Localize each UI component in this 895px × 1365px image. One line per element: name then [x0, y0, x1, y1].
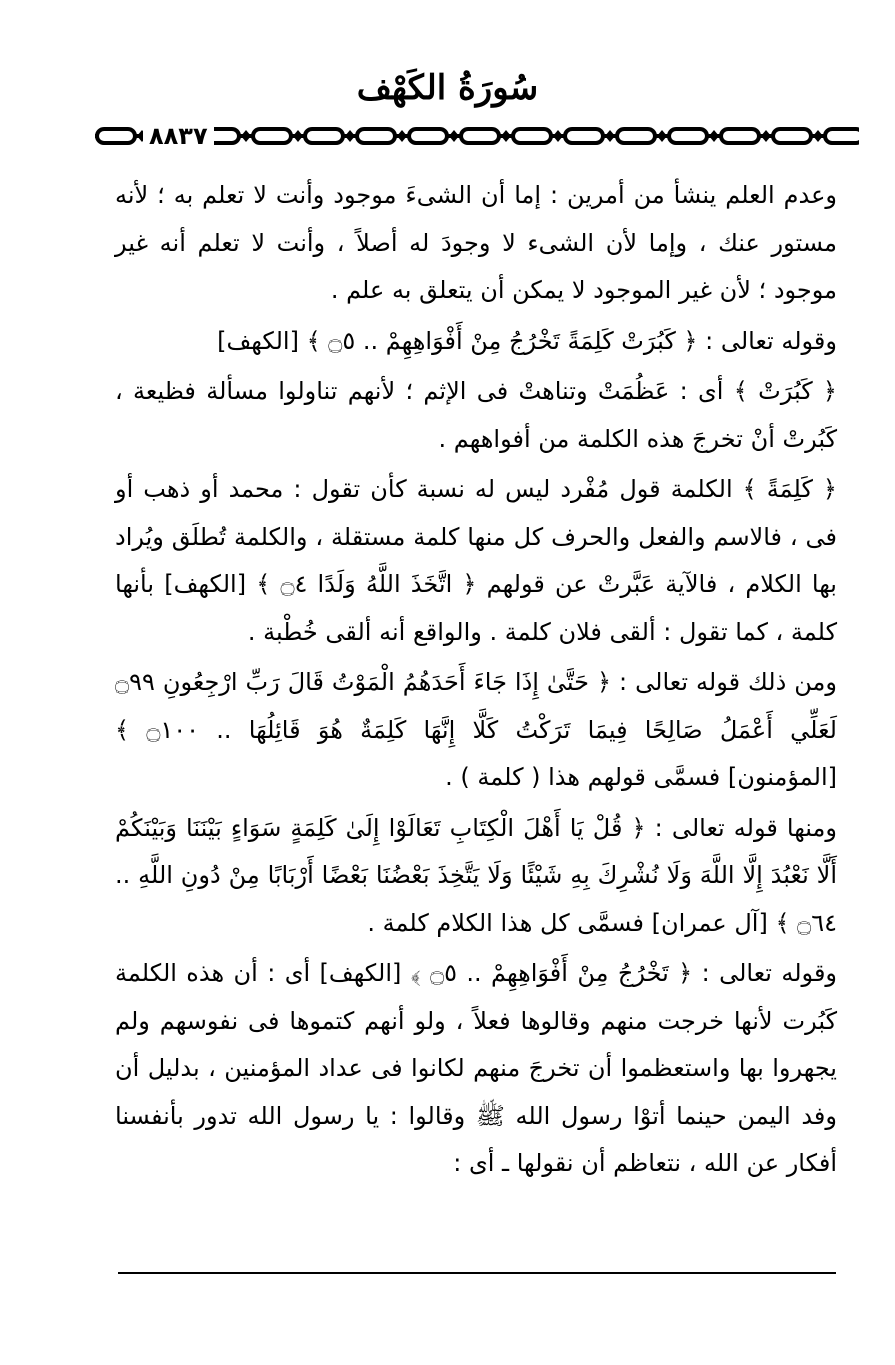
chain-link — [565, 129, 603, 143]
chain-link — [97, 129, 135, 143]
chain-link — [461, 129, 499, 143]
chain-diamond — [605, 130, 615, 142]
paragraph-5: ومن ذلك قوله تعالى : ﴿ حَتَّىٰ إِذَا جَاءَ أَحَدَهُمُ الْمَوْتُ قَالَ رَبِّ ارْجِعُونِ ۝٩٩ لَعَلِّي أَعْمَلُ صَالِحًا فِيمَا تَرَكْتُ كَلَّا إِنَّهَا كَلِمَةٌ هُوَ قَائِلُهَا .. ۝١٠٠ ﴾ [المؤمنون] فسمَّى قولهم هذا ( كلمة ) . — [115, 668, 837, 791]
footer-rule — [118, 1272, 836, 1274]
chain-diamond — [813, 130, 823, 142]
chain-link — [617, 129, 655, 143]
chain-link — [357, 129, 395, 143]
chain-diamond — [553, 130, 563, 142]
page-number: ٨٨٣٧ — [143, 122, 214, 150]
chain-diamond — [709, 130, 719, 142]
body-text — [115, 172, 837, 1188]
chain-link — [305, 129, 343, 143]
paragraph-3: ﴿ كَبُرَتْ ﴾ أى : عَظُمَتْ وتناهتْ فى الإثم ؛ لأنهم تناولوا مسألة فظيعة ، كَبُرتْ أنْ تخرجَ هذه الكلمة من أفواههم . — [115, 377, 837, 453]
chain-diamond — [345, 130, 355, 142]
surah-title: سُورَةُ الكَهْف — [356, 68, 539, 108]
chain-link — [669, 129, 707, 143]
paragraph-7: وقوله تعالى : ﴿ تَخْرُجُ مِنْ أَفْوَاهِهِمْ .. ۝٥ ﴾ [الكهف] أى : أن هذه الكلمة كَبُرت لأنها خرجت منهم وقالوها فعلاً ، ولو أنهم كتموها فى نفوسهم ولم يجهروا بها واستعظموا أن تخرجَ منهم لكانوا فى عداد المؤمنين ، بدليل أن وفد اليمن حينما أتوْا رسول الله ﷺ وقالوا : يا رسول الله تدور بأنفسنا أفكار عن الله ، نتعاظم أن نقولها ـ أى : — [115, 959, 838, 1177]
paragraph-6: ومنها قوله تعالى : ﴿ قُلْ يَا أَهْلَ الْكِتَابِ تَعَالَوْا إِلَىٰ كَلِمَةٍ سَوَاءٍ بَيْنَنَا وَبَيْنَكُمْ أَلَّا نَعْبُدَ إِلَّا اللَّهَ وَلَا نُشْرِكَ بِهِ شَيْئًا وَلَا يَتَّخِذَ بَعْضُنَا بَعْضًا أَرْبَابًا مِنْ دُونِ اللَّهِ .. ۝٦٤ ﴾ [آل عمران] فسمَّى كل هذا الكلام كلمة . — [115, 813, 837, 937]
chain-diamond — [293, 130, 303, 142]
chain-link — [825, 129, 859, 143]
chain-link — [513, 129, 551, 143]
chain-link — [721, 129, 759, 143]
chain-diamond — [397, 130, 407, 142]
chain-link — [253, 129, 291, 143]
chain-diamond — [449, 130, 459, 142]
chain-link — [773, 129, 811, 143]
chain-diamond — [657, 130, 667, 142]
paragraph-4: ﴿ كَلِمَةً ﴾ الكلمة قول مُفْرد ليس له نسبة كأن تقول : محمد أو ذهب أو فى ، فالاسم والفعل والحرف كل منها كلمة مستقلة ، والكلمة تُطلَق ويُراد بها الكلام ، فالآية عَبَّرتْ عن قولهم ﴿ اتَّخَذَ اللَّهُ وَلَدًا ۝٤ ﴾ [الكهف] بأنها كلمة ، كما تقول : ألقى فلان كلمة . والواقع أنه ألقى خُطْبة . — [115, 475, 837, 646]
chain-diamond — [761, 130, 771, 142]
paragraph-1: وعدم العلم ينشأ من أمرين : إما أن الشىءَ موجود وأنت لا تعلم به ؛ لأنه مستور عنك ، وإما لأن الشىء لا وجودَ له أصلاً ، وأنت لا تعلم أنه غير موجود ؛ لأن غير الموجود لا يمكن أن يتعلق به علم . — [115, 181, 837, 304]
chain-link — [409, 129, 447, 143]
paragraph-2: وقوله تعالى : ﴿ كَبُرَتْ كَلِمَةً تَخْرُجُ مِنْ أَفْوَاهِهِمْ .. ۝٥ ﴾ [الكهف] — [217, 326, 837, 355]
chain-diamond — [501, 130, 511, 142]
chain-diamond — [241, 130, 251, 142]
